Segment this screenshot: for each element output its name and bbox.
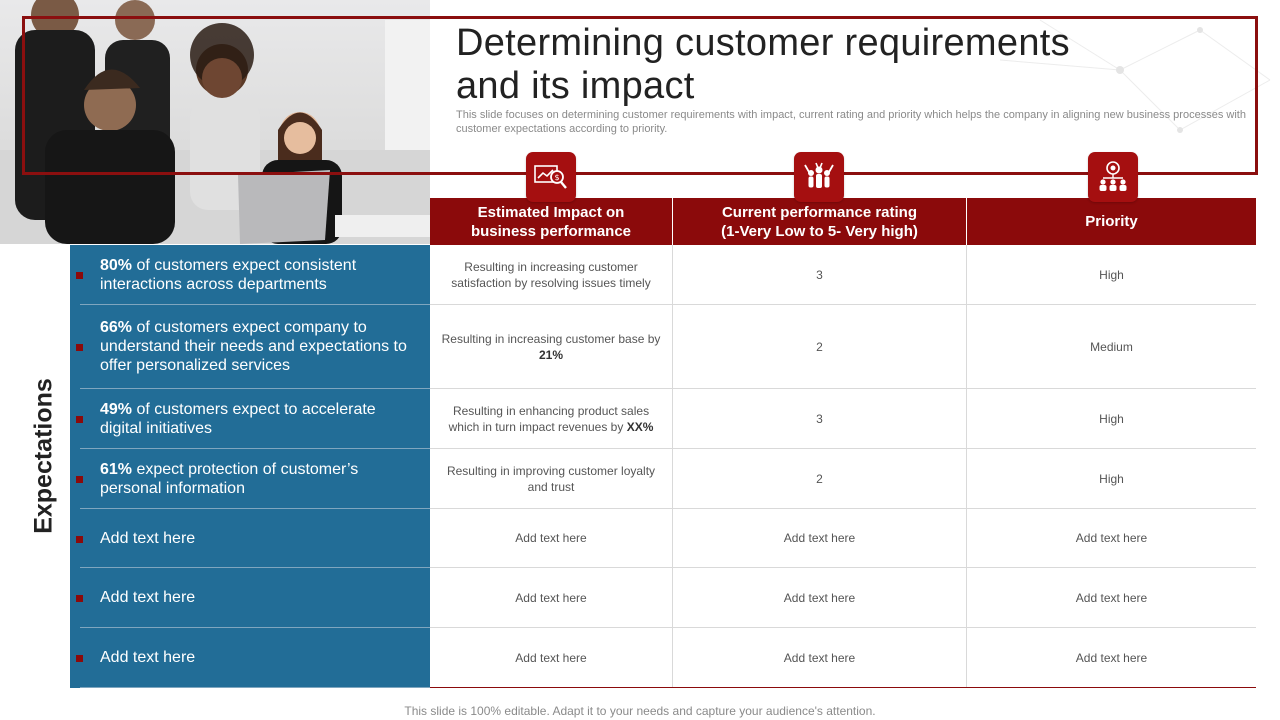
expectation-cell: [80, 305, 430, 389]
impact-cell-text: [440, 331, 662, 363]
expectation-cell: [80, 628, 430, 688]
priority-cell: [967, 305, 1256, 389]
impact-cell-text: [440, 463, 662, 495]
row-bullet: [76, 272, 83, 279]
expectation-description: Add text here: [100, 529, 196, 547]
rating-cell-text: Add text here: [783, 590, 856, 605]
rating-cell-text: 2: [816, 471, 823, 486]
expectation-percent: 49%: [100, 400, 133, 418]
expectation-text: [100, 256, 414, 294]
expectation-cell: [80, 449, 430, 509]
priority-cell-text: High: [1099, 267, 1124, 282]
slide-title-line-1: Determining customer requirements: [456, 22, 1070, 64]
rating-cell-text: Add text here: [783, 650, 856, 665]
slide-title: [456, 22, 1216, 108]
priority-cell: [967, 245, 1256, 305]
header-priority: [967, 198, 1256, 245]
expectations-vertical-label: Expectations: [29, 378, 58, 534]
priority-cell: [967, 568, 1256, 628]
team-celebration-icon: [794, 152, 844, 202]
expectation-cell: [80, 245, 430, 305]
slide-footer: This slide is 100% editable. Adapt it to your needs and capture your audience's attention.: [404, 704, 876, 718]
expectation-cell: [80, 568, 430, 628]
impact-cell: [430, 568, 673, 628]
expectation-description: expect protection of customer’s personal information: [100, 460, 359, 497]
expectation-percent: 66%: [100, 319, 133, 336]
expectation-description: of customers expect company to understand their needs and expectations to offer personalized services: [100, 319, 407, 374]
impact-cell: [430, 305, 673, 389]
impact-cell: [430, 389, 673, 449]
impact-text: Resulting in increasing customer satisfaction by resolving issues timely: [451, 259, 651, 290]
impact-text: Add text here: [515, 590, 587, 605]
priority-cell-text: Add text here: [1075, 590, 1148, 605]
row-bullet: [76, 536, 83, 543]
expectation-description: Add text here: [100, 649, 196, 666]
expectation-text: [100, 648, 195, 667]
expectation-text: [100, 460, 414, 498]
expectations-side-bar: [70, 245, 80, 688]
impact-cell-text: [515, 590, 586, 606]
impact-cell-text: [515, 530, 586, 546]
rating-cell: [673, 245, 967, 305]
rating-cell: [673, 389, 967, 449]
priority-cell: [967, 449, 1256, 509]
impact-text: Resulting in improving customer loyalty and trust: [446, 463, 656, 494]
expectation-text: [100, 318, 414, 375]
impact-cell: [430, 628, 673, 688]
priority-cell: [967, 509, 1256, 568]
impact-value: 21%: [538, 347, 564, 362]
rating-cell: [673, 568, 967, 628]
rating-cell: [673, 509, 967, 568]
impact-cell: [430, 245, 673, 305]
priority-cell: [967, 628, 1256, 688]
impact-cell-text: [440, 403, 662, 435]
impact-cell: [430, 449, 673, 509]
priority-cell-text: Medium: [1090, 339, 1133, 354]
impact-text: Resulting in enhancing product sales which in turn impact revenues by: [448, 403, 650, 434]
expectation-text: [100, 529, 195, 548]
priority-cell-text: High: [1099, 471, 1124, 486]
rating-cell-text: 3: [816, 267, 823, 282]
impact-value: XX%: [626, 419, 654, 434]
header-rating-line-2: (1-Very Low to 5- Very high): [721, 222, 918, 240]
rating-cell-text: Add text here: [783, 531, 856, 545]
table-bottom-rule: [430, 687, 1256, 688]
rating-cell: [673, 305, 967, 389]
row-bullet: [76, 655, 83, 662]
expectation-percent: 61%: [100, 460, 133, 478]
rating-cell: [673, 628, 967, 688]
impact-text: Add text here: [515, 531, 587, 545]
row-bullet: [76, 595, 83, 602]
expectation-description: of customers expect consistent interactions across departments: [100, 256, 357, 293]
row-bullet: [76, 344, 83, 351]
row-bullet: [76, 416, 83, 423]
impact-cell-text: [440, 259, 662, 291]
expectation-description: of customers expect to accelerate digital initiatives: [100, 400, 376, 437]
impact-text: Resulting in increasing customer base by: [441, 331, 661, 346]
target-organization-icon: [1088, 152, 1138, 202]
slide-title-line-2: and its impact: [456, 65, 695, 107]
header-priority-label: Priority: [1085, 213, 1138, 230]
header-current-rating: [673, 198, 967, 245]
expectation-description: Add text here: [100, 589, 196, 606]
chart-magnifier-icon: [526, 152, 576, 202]
impact-cell: [430, 509, 673, 568]
priority-cell: [967, 389, 1256, 449]
header-impact-line-1: Estimated Impact on: [477, 203, 625, 221]
svg-text:$: $: [554, 173, 560, 182]
header-impact-line-2: business performance: [470, 222, 632, 240]
impact-text: Add text here: [515, 650, 587, 665]
row-bullet: [76, 476, 83, 483]
priority-cell-text: High: [1099, 411, 1124, 426]
impact-cell-text: [515, 650, 586, 666]
rating-cell-text: 3: [816, 411, 823, 426]
priority-cell-text: Add text here: [1075, 650, 1148, 665]
header-rating-line-1: Current performance rating: [721, 203, 918, 221]
rating-cell-text: 2: [816, 339, 823, 354]
header-estimated-impact: [430, 198, 673, 245]
expectation-text: [100, 588, 195, 607]
slide-subtitle: This slide focuses on determining customer requirements with impact, current rating and priority which helps the company in aligning new business processes with customer expectations according to priority.: [456, 109, 1246, 135]
rating-cell: [673, 449, 967, 509]
expectation-cell: [80, 389, 430, 449]
expectation-percent: 80%: [100, 256, 133, 274]
priority-cell-text: Add text here: [1075, 531, 1148, 545]
expectation-text: [100, 400, 414, 438]
expectation-cell: [80, 509, 430, 568]
